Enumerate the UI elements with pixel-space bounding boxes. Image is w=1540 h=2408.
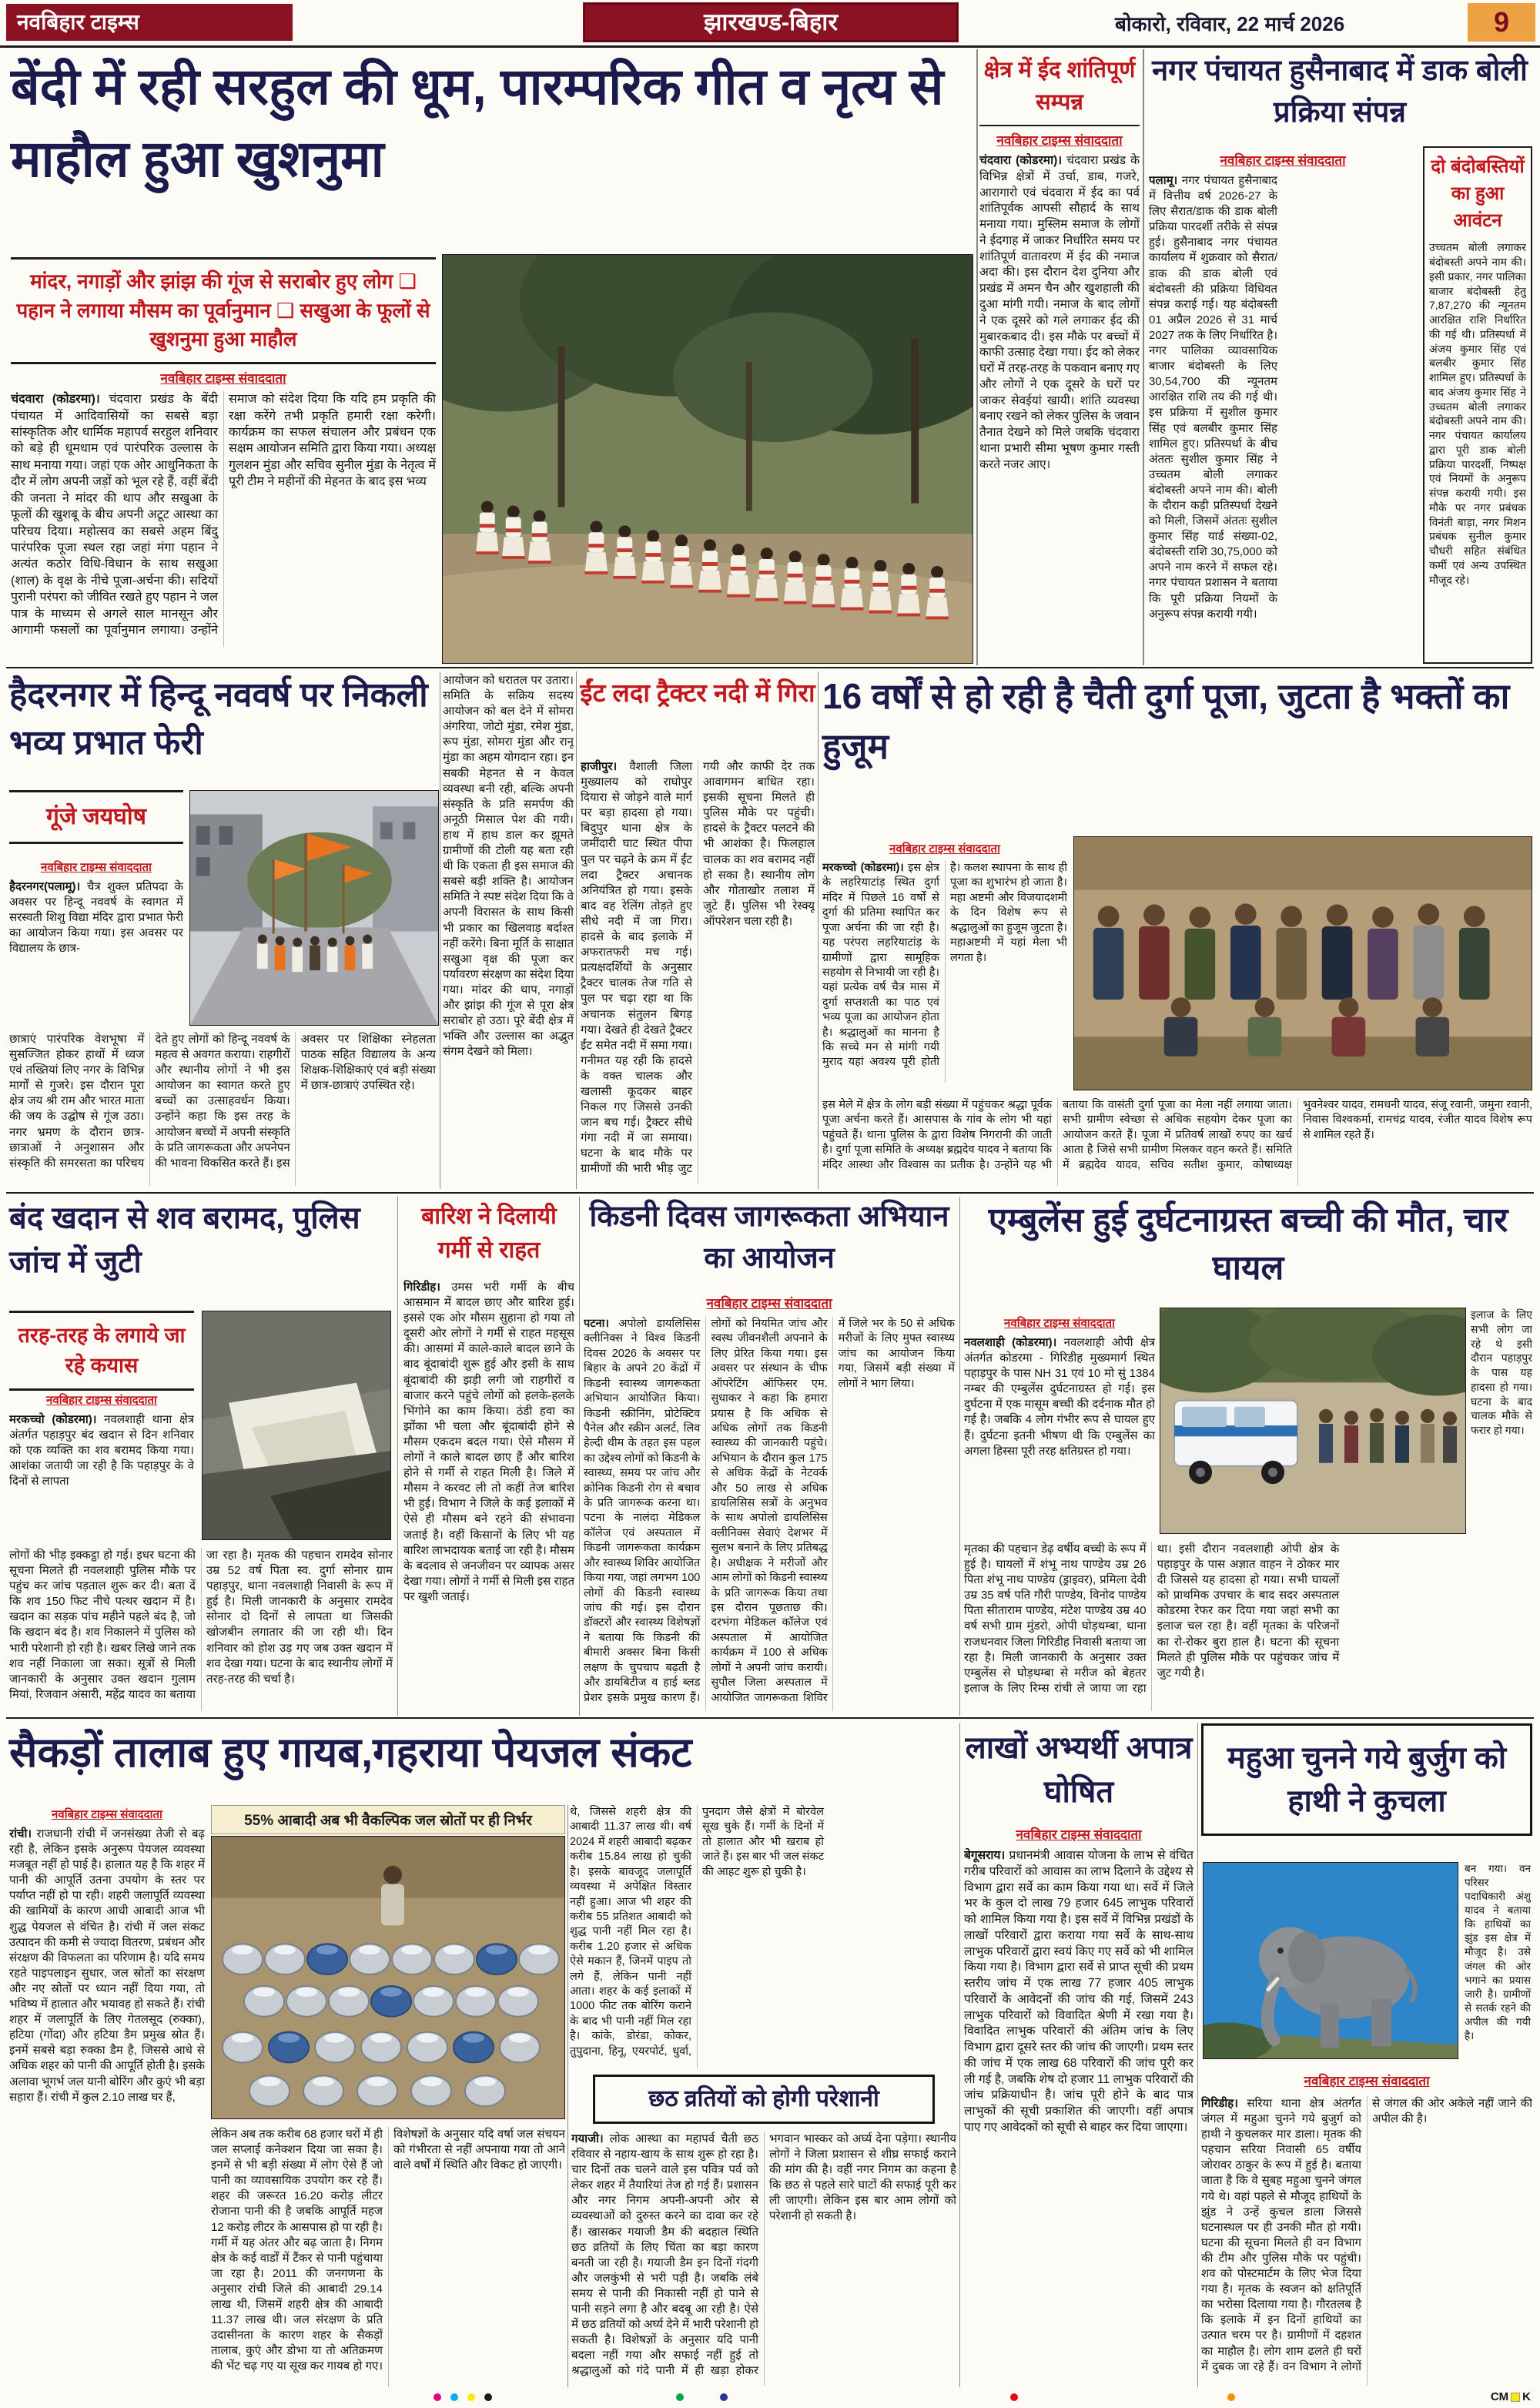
accident-scene-illustration xyxy=(1160,1308,1465,1533)
article-eid xyxy=(979,48,1140,667)
chhath-dateline: गयाजी। xyxy=(571,2132,604,2145)
article-khadan xyxy=(6,1195,396,1716)
khadan-body-top xyxy=(9,1412,194,1536)
khadan-kicker: तरह-तरह के लगाये जा रहे कयास xyxy=(9,1311,194,1391)
sarhul-dateline: चंदवारा (कोडरमा)। xyxy=(11,393,100,407)
registration-dot xyxy=(484,2393,492,2401)
dak-boli-dateline: पलामू। xyxy=(1149,174,1178,187)
article-kidney xyxy=(582,1195,956,1716)
prabhat-kicker: गूंजे जयघोष xyxy=(9,790,183,844)
dak-boli-body-text: नगर पंचायत हुसैनाबाद में वित्तीय वर्ष 2026-27 के लिए सैरात/डाक की डाक बोली प्रक्रिया पारदर्शी तरीके से संपन्न हुई। हुसैनाबाद नगर पंचायत कार्यालय में शुक्रवार को सैरात/डाक की डाक बोली एवं बंदोबस्ती की प्रक्रिया विधिवत संपन्न कराई गई। यह बंदोबस्ती 01 अप्रैल 2026 से 31 मार्च 2027 तक के लिए निर्धारित है। नगर पालिका व्यावसायिक बाजार बंदोबस्ती के लिए 30,54,700 की न्यूनतम आरक्षित राशि तय की गई थी। इस प्रक्रिया में सुशील कुमार सिंह एवं बलबीर कुमार सिंह शामिल हुए। प्रतिस्पर्धा के बीच अंततः सुशील कुमार सिंह ने उच्चतम बोली लगाकर बंदोबस्ती अपने नाम की। बोली के दौरान कड़ी प्रतिस्पर्धा देखने को मिली, जिसमें अंततः सुशील कुमार सिंह यार्ड संख्या-02, बंदोबस्ती राशि 30,75,000 को अपने नाम करने में सफल रहे। नगर पंचायत प्रशासन ने बताया कि पूरी प्रक्रिया नियमों के अनुरूप संपन्न करायी गयी। xyxy=(1149,174,1277,621)
sarhul-body xyxy=(11,391,436,647)
talab-body-left-text: राजधानी रांची में जनसंख्या तेजी से बढ़ रही है, लेकिन इसके अनुरूप पेयजल व्यवस्था मजबूत नहीं हो पाई है। हालात यह है कि शहर में पानी की आपूर्ति उतना उपयोग के स्तर पर पर्याप्त नहीं हो पा रही। शहरी जलापूर्ति व्यवस्था की खामियों के कारण आधी आबादी आज भी शुद्ध पेयजल से वंचित है। रांची में जल संकट उत्पादन की कमी से ज्यादा वितरण, प्रबंधन और संरक्षण की विफलता का परिणाम है। यदि समय रहते पाइपलाइन सुधार, जल स्रोतों का संरक्षण और नए स्रोतों पर ध्यान नहीं दिया गया, तो भविष्य में हालात और भयावह हो सकते हैं। रांची शहर में जलापूर्ति के लिए गेतलसूद (रुक्का), हटिया (गोंदा) और हटिया डैम प्रमुख स्रोत हैं। इनमें सबसे बड़ा रुक्का डैम है, जिससे आधे से अधिक शहर को पानी की आपूर्ति होती है। इसके अलावा भूगर्भ जल यानी बोरिंग और कुएं भी बड़ा सहारा हैं। रांची में कुल 2.10 लाख घर हैं, xyxy=(9,1827,205,2104)
sarhul-headline: बेंदी में रही सरहुल की धूम, पारम्परिक गीत व नृत्य से माहौल हुआ खुशनुमा xyxy=(11,58,944,187)
registration-dot xyxy=(450,2393,458,2401)
eid-byline: नवबिहार टाइम्स संवाददाता xyxy=(996,133,1123,149)
article-tractor xyxy=(579,670,816,1191)
dak-boli-byline: नवबिहार टाइम्स संवाददाता xyxy=(1220,153,1346,168)
page-number: 9 xyxy=(1468,3,1535,42)
talab-dateline: रांची। xyxy=(9,1827,32,1840)
prabhat-byline: नवबिहार टाइम्स संवाददाता xyxy=(41,861,152,874)
divider xyxy=(1143,49,1144,665)
khadan-body-top-text: नवलशाही थाना क्षेत्र अंतर्गत पहाड़पुर बंद खदान से दिन शनिवार को एक व्यक्ति का शव बरामद किया गया। आशंका जतायी जा रही है कि पहाड़पुर के वे दिनों से लापता xyxy=(9,1413,194,1489)
talab-photo xyxy=(211,1836,565,2119)
sarhul-byline: नवबिहार टाइम्स संवाददाता xyxy=(160,371,286,387)
barish-headline: बारिश ने दिलायी गर्मी से राहत xyxy=(421,1204,557,1263)
dak-boli-headline: नगर पंचायत हुसैनाबाद में डाक बोली प्रक्रिया संपन्न xyxy=(1152,55,1528,129)
water-pots-illustration xyxy=(212,1837,564,2118)
prabhat-body-top xyxy=(9,879,183,1018)
masthead: नवबिहार टाइम्स xyxy=(6,4,293,41)
talab-body-right: थे, जिससे शहरी क्षेत्र की आबादी 11.37 लाख थी। वर्ष 2024 में शहरी आबादी बढ़कर करीब 15.84 लाख हो चुकी है। इसके बावजूद जलापूर्ति व्यवस्था में अपेक्षित विस्तार नहीं हुआ। आज भी शहर की करीब 55 प्रतिशत आबादी को शुद्ध पानी नहीं मिल रहा है। करीब 1.20 हजार से अधिक ऐसे मकान हैं, जिनमें पाइप तो लगे हैं, लेकिन पानी नहीं आता। शहर के कई इलाकों में 1000 फीट तक बोरिंग कराने के बाद भी पानी नहीं मिल रहा है। कांके, डोरंडा, कोकर, तुपुदाना, हिनू, एयरपोर्ट, धुर्वा, पुनदाग जैसे क्षेत्रों में बोरवेल सूख चुके हैं। गर्मी के दिनों में तो हालात और भी खराब हो जाते हैं। इस बार भी जल संकट की आहट शुरू हो चुकी है। xyxy=(570,1806,824,2058)
chhath-body xyxy=(571,2132,956,2386)
article-chhath xyxy=(570,2073,958,2390)
durga-body-top xyxy=(822,861,1067,1083)
talab-body-bottom: लेकिन अब तक करीब 68 हजार घरों में ही जल सप्लाई कनेक्शन दिया जा सका है। इनमें से भी बड़ी संख्या में लोग ऐसे हैं जो पानी का व्यावसायिक उपयोग कर रहे हैं। शहर की जरूरत 16.20 करोड़ लीटर रोजाना पानी की है जबकि आपूर्ति महज 12 करोड़ लीटर के आसपास हो पा रही है। गर्मी में यह अंतर और बढ़ जाता है। निगम क्षेत्र के कई वार्डों में टैंकर से पानी पहुंचाया जा रहा है। 2011 की जनगणना के अनुसार रांची जिले की आबादी 29.14 लाख थी, जिसमें शहरी क्षेत्र की आबादी 11.37 लाख थी। जल संरक्षण के प्रति उदासीनता के कारण शहर के सैकड़ों तालाब, कुएं और डोभा या तो अतिक्रमण की भेंट चढ़ गए या सूख कर गायब हो गए। विशेषज्ञों के अनुसार यदि वर्षा जल संचयन को गंभीरता से नहीं अपनाया गया तो आने वाले वर्षों में स्थिति और विकट हो जाएगी। xyxy=(211,2128,565,2373)
allotment-box xyxy=(1423,146,1532,664)
mahua-body xyxy=(1201,2096,1532,2386)
prabhat-dateline: हैदरनगर(पलामू)। xyxy=(9,880,81,893)
registration-k-label: K xyxy=(1522,2390,1531,2403)
registration-dot xyxy=(720,2393,728,2401)
yellow-registration-swatch xyxy=(1511,2393,1520,2402)
allotment-body: उच्चतम बोली लगाकर बंदोबस्ती अपने नाम की। इसी प्रकार, नगर पालिका बाजार बंदोबस्ती हेतु 7,87,270 की न्यूनतम आरक्षित राशि निर्धारित की गई थी। प्रतिस्पर्धा में अंजय कुमार सिंह एवं बलबीर कुमार सिंह शामिल हुए। प्रतिस्पर्धा के बाद अंजय कुमार सिंह ने उच्चतम बोली लगाकर बंदोबस्ती अपने नाम की। नगर पंचायत कार्यालय द्वारा पूरी डाक बोली प्रक्रिया पारदर्शी, निष्पक्ष एवं नियमों के अनुरूप संपन्न करायी गयी। इस मौके पर नगर प्रबंधक विनंती बाड़ा, नगर मिशन प्रबंधक सुनील कुमार चौधरी सहित संबंधित कर्मी एवं अन्य उपस्थित मौजूद रहे। xyxy=(1429,241,1526,586)
group-photo-illustration xyxy=(1074,837,1532,1090)
dak-boli-text-block xyxy=(1149,146,1417,664)
divider xyxy=(959,1197,960,1716)
tractor-body xyxy=(581,759,815,1184)
article-chaiti-durga xyxy=(821,670,1534,1191)
registration-dot xyxy=(1227,2393,1235,2401)
khadan-dateline: मरकच्चो (कोडरमा)। xyxy=(9,1413,97,1426)
divider xyxy=(567,1805,568,2387)
durga-headline: 16 वर्षों से हो रही है चैती दुर्गा पूजा, जुटता है भक्तों का हुजूम xyxy=(822,676,1510,767)
durga-byline: नवबिहार टाइम्स संवाददाता xyxy=(889,842,1000,856)
edition-title: झारखण्ड-बिहार xyxy=(584,3,958,42)
registration-dot xyxy=(434,2393,441,2401)
ambulance-body-left-text: नवलशाही ओपी क्षेत्र अंतर्गत कोडरमा - गिरिडीह मुख्यमार्ग स्थित पहाड़पुर के पास NH 31 एवं 10 मो सुं 1384 नम्बर की एम्बुलेंस दुर्घटनाग्रस्त हो गई। इस दुर्घटना में एक मासूम बच्ची की दर्दनाक मौत हो गई है। जबकि 4 लोग गंभीर रूप से घायल हुए हैं। दुर्घटना इतनी भीषण थी कि एम्बुलेंस का अगला हिस्सा पूरी तरह क्षतिग्रस्त हो गया। xyxy=(964,1336,1155,1458)
allotment-headline: दो बंदोबस्तियों का हुआ आवंटन xyxy=(1431,156,1525,231)
ambulance-dateline: नवलशाही (कोडरमा)। xyxy=(964,1336,1057,1349)
abhyarthi-body xyxy=(964,1848,1194,2384)
sarhul-dancers-illustration xyxy=(443,255,973,663)
mahua-photo-side-text: बन गया। वन परिसर पदाधिकारी अंशु यादव ने बताया कि हाथियों का झुंड इस क्षेत्र में मौजूद है। उसे जंगल की ओर भगाने का प्रयास जारी है। ग्रामीणों से सतर्क रहने की अपील की गयी है। xyxy=(1465,1863,1531,2041)
chhath-body-text: लोक आस्था का महापर्व चैती छठ रविवार से नहाय-खाय के साथ शुरू हो रहा है। चार दिनों तक चलने वाले इस पवित्र पर्व को लेकर शहर में तैयारियां तेज हो गई हैं। प्रशासन और नगर निगम अपनी-अपनी ओर से व्यवस्थाओं को दुरुस्त करने का दावा कर रहे हैं। खासकर गयाजी डैम की बदहाल स्थिति छठ व्रतियों के लिए चिंता का बड़ा कारण बनती जा रही है। गयाजी डैम इन दिनों गंदगी और जलकुंभी से भरी पड़ी है। जबकि लंबे समय से पानी की निकासी नहीं हो पाने से पानी सड़ने लगा है और बदबू आ रही है। ऐसे में छठ व्रतियों को अर्घ्य देने में भारी परेशानी हो सकती है। विशेषज्ञों के अनुसार यदि पानी बदला नहीं गया और सफाई नहीं हुई तो श्रद्धालुओं को गंदे पानी में ही खड़ा होकर भगवान भास्कर को अर्घ्य देना पड़ेगा। स्थानीय लोगों ने जिला प्रशासन से शीघ्र सफाई कराने की मांग की है। वहीं नगर निगम का कहना है कि छठ से पहले सारे घाटों की सफाई पूरी कर ली जाएगी। लेकिन इस बार आम लोगों को परेशानी हो सकती है। xyxy=(571,2132,956,2378)
sarhul-body-side: आयोजन को धरातल पर उतारा। समिति के सक्रिय सदस्य आयोजन को बल देने में सोमरा अंगरिया, जोटो मुंडा, रमेश मुंडा, रूप मुंडा, सोमरा मुंडा और रानू मुंडा का अहम योगदान रहा। इन सबकी मेहनत से न केवल व्यवस्था बनी रही, बल्कि अपनी संस्कृति के प्रति समर्पण की अनूठी मिसाल पेश की गयी। हाथ में हाथ डाल कर झूमते ग्रामीणों की टोली यह बता रही थी कि एकता ही इस समाज की सबसे बड़ी शक्ति है। आयोजन समिति ने स्पष्ट संदेश दिया कि वे अपनी विरासत के साथ किसी भी प्रकार का खिलवाड़ बर्दाश्त नहीं करेंगे। बिना मूर्ति के साक्षात सखुआ वृक्ष की पूजा कर पर्यावरण संरक्षण का संदेश दिया गया। मांदर की थाप, नगाड़ों और झांझ की गूंज से पूरा क्षेत्र सराबोर हो उठा। पूरे बेंदी क्षेत्र में भक्ति और उल्लास का अद्भुत संगम देखने को मिला। xyxy=(443,674,574,1059)
kidney-headline: किडनी दिवस जागरूकता अभियान का आयोजन xyxy=(589,1201,949,1274)
ambulance-body-left xyxy=(964,1335,1155,1528)
mahua-dateline: गिरिडीह। xyxy=(1201,2097,1238,2110)
eid-body xyxy=(979,153,1140,646)
barish-dateline: गिरिडीह। xyxy=(403,1281,440,1294)
divider xyxy=(976,49,978,665)
durga-left-column xyxy=(822,836,1067,1090)
article-mahua xyxy=(1200,1722,1534,2390)
article-prabhat-pheri xyxy=(6,670,439,1191)
talab-body-left xyxy=(9,1827,205,2380)
divider xyxy=(576,671,577,1189)
mahua-byline: नवबिहार टाइम्स संवाददाता xyxy=(1304,2074,1430,2088)
article-barish xyxy=(402,1195,576,1716)
article-sarhul xyxy=(6,48,975,667)
mahua-headline: महुआ चुनने गये बुर्जुग को हाथी ने कुचला xyxy=(1201,1723,1532,1836)
tractor-body-text: वैशाली जिला मुख्यालय को राघोपुर दियारा से जोड़ने वाले मार्ग पर बड़ा हादसा हो गया। बिदुपुर थाना क्षेत्र के जमींदारी घाट स्थित पीपा पुल पर चढ़ने के क्रम में ईंट लदा ट्रैक्टर अचानक अनियंत्रित हो गया। इसके बाद वह रेलिंग तोड़ते हुए सीधे नदी में जा गिरा। हादसे के बाद इलाके में अफरातफरी मच गई। प्रत्यक्षदर्शियों के अनुसार ट्रैक्टर चालक तेज गति से पुल पर चढ़ा रहा था कि अचानक संतुलन बिगड़ गया। देखते ही देखते ट्रैक्टर ईंट समेत नदी में समा गया। गनीमत यह रही कि हादसे के वक्त चालक और खलासी कूदकर बाहर निकल गए जिससे उनकी जान बच गई। ट्रैक्टर सीधे गंगा नदी में जा समाया। घटना के बाद मौके पर ग्रामीणों की भारी भीड़ जुट गयी और काफी देर तक आवागमन बाधित रहा। इसकी सूचना मिलते ही पुलिस मौके पर पहुंची। हादसे के ट्रैक्टर पलटने की भी आशंका है। फिलहाल चालक का शव बरामद नहीं हो सका है। स्थानीय लोग और गोताखोर तलाश में जुटे हैं। पुलिस भी रेस्क्यू ऑपरेशन चला रही है। xyxy=(581,760,815,1176)
divider xyxy=(959,1723,960,2387)
prabhat-headline: हैदरनगर में हिन्दू नववर्ष पर निकली भव्य प्रभात फेरी xyxy=(9,676,428,762)
ambulance-headline: एम्बुलेंस हुई दुर्घटनाग्रस्त बच्ची की मौत, चार घायल xyxy=(988,1201,1508,1288)
registration-mark xyxy=(1491,2390,1531,2403)
elephant-illustration xyxy=(1204,1863,1458,2058)
kidney-dateline: पटना। xyxy=(584,1318,609,1330)
article-ambulance xyxy=(962,1195,1534,1716)
sarhul-subhead: मांदर, नगाड़ों और झांझ की गूंज से सराबोर हुए लोग ❑ पहान ने लगाया मौसम का पूर्वानुमान ❑ सखुआ के फूलों से खुशनुमा हुआ माहौल xyxy=(11,257,436,364)
ambulance-photo xyxy=(1160,1308,1466,1534)
talab-left-column xyxy=(9,1802,205,2387)
article-dak-boli xyxy=(1146,48,1534,667)
ambulance-photo-side-text: इलाज के लिए सभी लोग जा रहे थे इसी दौरान पहाड़पुर के पास यह हादसा हो गया। घटना के बाद चालक मौके से फरार हो गया। xyxy=(1471,1308,1532,1436)
kidney-byline: नवबिहार टाइम्स संवाददाता xyxy=(706,1296,832,1311)
khadan-byline: नवबिहार टाइम्स संवाददाता xyxy=(46,1394,157,1407)
sarhul-left-column xyxy=(11,257,436,664)
kidney-body-text: अपोलो डायलिसिस क्लीनिक्स ने विश्व किडनी दिवस 2026 के अवसर पर बिहार के अपने 20 केंद्रों में किडनी स्वास्थ्य जागरूकता अभियान आयोजित किया। किडनी स्क्रीनिंग, प्रोटेक्टिव पैनेल और स्क्रीन अलर्ट, लिव हेल्दी थीम के तहत इस पहल का उद्देश्य लोगों को किडनी के स्वास्थ्य, समय पर जांच और क्रोनिक किडनी रोग से बचाव के प्रति जागरूक करना था। पटना के नालंदा मेडिकल कॉलेज एवं अस्पताल में किडनी जागरूकता कार्यक्रम और स्वास्थ्य शिविर आयोजित किया गया, जहां लगभग 100 लोगों की किडनी स्वास्थ्य जांच की गई। इस दौरान डॉक्टरों और स्वास्थ्य विशेषज्ञों ने बताया कि किडनी की बीमारी अक्सर बिना किसी लक्षण के चुपचाप बढ़ती है और डायबिटीज व हाई ब्लड प्रेशर इसके प्रमुख कारण हैं। लोगों को नियमित जांच और स्वस्थ जीवनशैली अपनाने के लिए प्रेरित किया गया। इस अवसर पर संस्थान के चीफ ऑपरेटिंग ऑफिसर एम. सुधाकर ने कहा कि हमारा प्रयास है कि अधिक से अधिक लोगों तक किडनी स्वास्थ्य की जानकारी पहुंचे। अभियान के दौरान कुल 175 से अधिक केंद्रों के नेटवर्क और 50 लाख से अधिक डायलिसिस सत्रों के अनुभव के साथ अपोलो डायलिसिस क्लीनिक्स सेवाएं देशभर में सुलभ बनाने के लिए प्रतिबद्ध है। अधीक्षक ने मरीजों और आम लोगों को किडनी स्वास्थ्य के प्रति जागरूक किया तथा इस दौरान पूछताछ की। दरभंगा मेडिकल कॉलेज एवं अस्पताल में आयोजित कार्यक्रम में 100 से अधिक लोगों ने अपनी जांच करायी। सुपौल जिला अस्पताल में आयोजित जागरूकता शिविर में जिले भर के 50 से अधिक मरीजों के लिए मुफ्त स्वास्थ्य जांच का आयोजन किया गया, जिसमें बड़ी संख्या में लोगों ने भाग लिया। xyxy=(584,1318,955,1704)
divider xyxy=(1197,1723,1198,2387)
prabhat-photo xyxy=(189,790,439,1026)
row-c-rule xyxy=(6,1192,1534,1194)
dak-boli-body xyxy=(1149,173,1417,658)
registration-dot xyxy=(467,2393,475,2401)
khadan-headline: बंद खदान से शव बरामद, पुलिस जांच में जुटी xyxy=(9,1201,360,1279)
abhyarthi-byline: नवबिहार टाइम्स संवाददाता xyxy=(1016,1827,1142,1842)
eid-dateline: चंदवारा (कोडरमा)। xyxy=(979,154,1063,168)
article-sarhul-continuation xyxy=(443,670,574,1191)
divider xyxy=(818,671,819,1189)
talab-photo-caption: 55% आबादी अब भी वैकल्पिक जल स्रोतों पर ही निर्भर xyxy=(211,1805,565,1834)
ambulance-byline: नवबिहार टाइम्स संवाददाता xyxy=(1004,1317,1115,1330)
talab-headline: सैकड़ों तालाब हुए गायब,गहराया पेयजल संकट xyxy=(9,1730,692,1776)
sarhul-photo xyxy=(442,254,973,664)
mine-stone-illustration xyxy=(203,1311,390,1539)
kidney-body xyxy=(584,1317,955,1711)
khadan-left-column xyxy=(9,1388,194,1542)
row-b-rule xyxy=(6,667,1534,668)
mahua-body-text: सरिया थाना क्षेत्र अंतर्गत जंगल में महुआ चुनने गये बुजुर्ग को हाथी ने कुचलकर मार डाला। मृतक की पहचान सरिया निवासी 65 वर्षीय जोरावर ठाकुर के रूप में हुई है। बताया जाता है कि वे सुबह महुआ चुनने जंगल गये थे। वहां पहले से मौजूद हाथियों के झुंड ने उन्हें कुचल डाला जिससे घटनास्थल पर ही उनकी मौत हो गयी। घटना की सूचना मिलते ही वन विभाग की टीम और पुलिस मौके पर पहुंची। शव को पोस्टमार्टम के लिए भेज दिया गया है। मृतक के स्वजन को क्षतिपूर्ति का भरोसा दिलाया गया है। गौरतलब है कि इलाके में इन दिनों हाथियों का उत्पात चरम पर है। ग्रामीणों में दहशत का माहौल है। लोग शाम ढलते ही घरों में दुबक जा रहे हैं। वन विभाग ने लोगों से जंगल की ओर अकेले नहीं जाने की अपील की है। xyxy=(1201,2097,1532,2373)
ambulance-left-column xyxy=(964,1311,1155,1536)
barish-body-text: उमस भरी गर्मी के बीच आसमान में बादल छाए और बारिश हुई। इससे एक ओर मौसम सुहाना हो गया तो दूसरी ओर लोगों ने गर्मी से राहत महसूस की। आसमां में काले-काले बादल छाने के बाद बूंदाबांदी शुरू हुई और इसी के साथ बूंदाबांदी की झड़ी लगी जो राहगीरों व बाजार करने पहुंचे लोगों को हलके-हलके भिंगोने का काम किया। ठंडी हवा का झोंका भी चला और बूंदाबांदी होने से मौसम एकदम बदल गया। ऐसे मौसम में लोगों ने काले बादल छाए हैं और बारिश होने से गर्मी से राहत मिली है। जिले में मौसम ने करवट ली तो कहीं तेज बारिश भी हुई। विभाग ने जिले के कई इलाकों में ऐसे ही मौसम बने रहने की संभावना जताई है। वहीं किसानों के लिए भी यह बारिश लाभदायक बताई जा रही है। मौसम के बदलाव से जनजीवन पर व्यापक असर देखा गया। लोगों ने गर्मी से मिली इस राहत पर खुशी जताई। xyxy=(403,1281,574,1603)
prabhat-body-bottom: छात्राएं पारंपरिक वेशभूषा में सुसज्जित होकर हाथों में ध्वज एवं तख्तियां लिए नगर के विभिन्न मार्गों से गुजरे। इस दौरान पूरा क्षेत्र जय श्री राम और भारत माता की जय के उद्घोष से गूंज उठा। नगर भ्रमण के दौरान छात्र-छात्राओं ने अनुशासन और संस्कृति की समरसता का परिचय देते हुए लोगों को हिन्दू नववर्ष के महत्व से अवगत कराया। राहगीरों और स्थानीय लोगों ने भी इस आयोजन का स्वागत करते हुए बच्चों का उत्साहवर्धन किया। उन्होंने कहा कि इस तरह के आयोजन बच्चों में अपनी संस्कृति के प्रति जागरूकता और अपनेपन की भावना विकसित करते हैं। इस अवसर पर शिक्षिका स्नेहलता पाठक सहित विद्यालय के अन्य शिक्षक-शिक्षिकाएं एवं बड़ी संख्या में छात्र-छात्राएं उपस्थित रहे। xyxy=(9,1033,436,1170)
durga-photo xyxy=(1073,836,1532,1090)
eid-headline: क्षेत्र में ईद शांतिपूर्ण सम्पन्न xyxy=(979,54,1140,126)
registration-dot xyxy=(1010,2393,1018,2401)
date-place: बोकारो, रविवार, 22 मार्च 2026 xyxy=(1115,12,1345,35)
prabhat-body-top-text: चैत्र शुक्ल प्रतिपदा के अवसर पर हिन्दू नववर्ष के स्वागत में सरस्वती शिशु विद्या मंदिर द्वारा प्रभात फेरी का आयोजन किया गया। इस अवसर पर विद्यालय के छात्र- xyxy=(9,880,183,956)
ambulance-body-bottom: मृतका की पहचान डेढ़ वर्षीय बच्ची के रूप में हुई है। घायलों में शंभू नाथ पाण्डेय उम्र 26 पिता शंभू नाथ पाण्डेय (ड्राइवर), प्रमिला देवी उम्र 35 वर्ष पति गौरी पाण्डेय, विनोद पाण्डेय पिता सीताराम पाण्डेय, मंटेश पाण्डेय उम्र 40 वर्ष सभी ग्राम मुंडरो, ओपी घोड़थम्बा, थाना राजधनवार जिला गिरिडीह निवासी बताया जा रहा है। मिली जानकारी के अनुसार उक्त एम्बुलेंस से घोड़थम्बा से मरीज को बेहतर इलाज के लिए रिम्स रांची ले जाया जा रहा था। इसी दौरान नवलशाही ओपी क्षेत्र के पहाड़पुर के पास अज्ञात वाहन ने ठोकर मार दी जिससे यह हादसा हो गया। सभी घायलों को प्राथमिक उपचार के बाद सदर अस्पताल कोडरमा रेफर कर दिया गया जहां सभी का इलाज चल रहा है। वहीं मृतका के परिजनों का रो-रोकर बुरा हाल है। घटना की सूचना मिलते ही पुलिस मौके पर पहुंचकर जांच में जुट गयी है। xyxy=(964,1542,1340,1695)
chhath-headline: छठ व्रतियों को होगी परेशानी xyxy=(593,2075,935,2124)
abhyarthi-body-text: प्रधानमंत्री आवास योजना के लाभ से वंचित गरीब परिवारों को आवास का लाभ दिलाने के उद्देश्य से विभाग द्वारा सर्वे का काम किया गया था। सर्वे में जिले भर के कुल दो लाख 79 हजार 645 लाभुक परिवारों को शामिल किया गया है। इस सर्वे में विभिन्न प्रखंडों के लाखों परिवारों द्वारा कराया गया सर्वे के साथ-साथ लाभुक परिवारों द्वारा स्वयं किए गए सर्वे को भी शामिल किया गया है। विभाग द्वारा सर्वे से प्राप्त सूची की प्रथम स्तरीय जांच में एक लाख 77 हजार 405 लाभुक परिवारों के आवेदनों की जांच की गई, जिसमें 243 लाभुक परिवारों को विवादित श्रेणी में रखा गया है। विवादित लाभुक परिवारों की अंतिम जांच के लिए विभाग द्वारा दूसरे स्तर की जांच की जाएगी। प्रथम स्तर की जांच में एक लाख 68 परिवारों की जांच पूरी कर ली गई है, जबकि शेष दो हजार 11 लाभुक परिवारों की जांच प्रक्रियाधीन है। जांच पूरी होने के बाद पात्र लाभुकों की सूची प्रकाशित की जाएगी। वहीं अपात्र पाए गए आवेदकों को सूची से बाहर कर दिया जाएगा। xyxy=(964,1849,1194,2135)
eid-body-text: चंदवारा प्रखंड के विभिन्न क्षेत्रों में उर्चा, डाब, गजरे, आरागारो एवं चंदवारा में ईद का पर्व शांतिपूर्वक आपसी सौहार्द के साथ मनाया गया। मुस्लिम समाज के लोगों ने ईदगाह में जाकर निर्धारित समय पर शांतिपूर्ण वातावरण में ईद की नमाज अदा की। इस दौरान देश दुनिया और प्रखंड में अमन चैन और खुशहाली की दुआ मांगी गयी। नमाज के बाद लोगों ने एक दूसरे को गले लगाकर ईद की मुबारकबाद दी। इस मौके पर बच्चों में काफी उत्साह देखा गया। ईद को लेकर घरों में तरह-तरह के पकवान बनाए गए और लोगों ने एक दूसरे के घरों पर जाकर सेवईयां खायी। शांति व्यवस्था बनाए रखने को लेकर पुलिस के जवान तैनात देखने को मिले जबकि चंदवारा थाना प्रभारी सीमा भूषण कुमार गस्ती करते नजर आए। xyxy=(979,154,1140,471)
divider xyxy=(397,1197,398,1716)
barish-body xyxy=(403,1280,574,1711)
registration-dot xyxy=(676,2393,684,2401)
row-d-rule xyxy=(6,1717,1534,1719)
khadan-photo xyxy=(202,1311,391,1540)
abhyarthi-headline: लाखों अभ्यर्थी अपात्र घोषित xyxy=(965,1731,1193,1809)
talab-byline: नवबिहार टाइम्स संवाददाता xyxy=(52,1808,162,1821)
tractor-headline: ईंट लदा ट्रैक्टर नदी में गिरा xyxy=(580,678,815,707)
registration-cm-label: CM xyxy=(1490,2390,1509,2403)
mahua-photo xyxy=(1203,1862,1458,2059)
durga-dateline: मरकच्चो (कोडरमा)। xyxy=(822,862,904,874)
sarhul-body-text: चंदवारा प्रखंड के बेंदी पंचायत में आदिवासियों का सबसे बड़ा सांस्कृतिक और धार्मिक महापर्व सरहुल शनिवार को बड़े ही धूमधाम एवं पारंपरिक उल्लास के साथ मनाया गया। जहां एक ओर आधुनिकता के दौर में लोग अपनी जड़ों को भूल रहे हैं, वहीं बेंदी की जनता ने मांदर की थाप और सखुआ के फूलों की खुशबू के बीच अपनी अटूट आस्था का परिचय दिया। महोत्सव का सबसे अहम बिंदु पारंपरिक पूजा स्थल रहा जहां मंगा पहान ने अत्यंत कठोर विधि-विधान के साथ सखुआ (शाल) के वृक्ष के नीचे पूजा-अर्चना की। सदियों पुरानी परंपरा को जीवित रखते हुए पहान ने जल पात्र के माध्यम से अगले साल मानसून और आगामी फसलों का पूर्वानुमान लगाया। उन्होंने समाज को संदेश दिया कि यदि हम प्रकृति की रक्षा करेंगे तभी प्रकृति हमारी रक्षा करेगी। कार्यक्रम का सफल संचालन और प्रबंधन एक सक्षम आयोजन समिति द्वारा किया गया। अध्यक्ष गुलशन मुंडा और सचिव सुनील मुंडा के नेतृत्व में पूरी टीम ने महीनों की मेहनत के बाद इस भव्य xyxy=(11,393,436,638)
print-registration-footer xyxy=(0,2387,1540,2408)
durga-body-bottom: इस मेले में क्षेत्र के लोग बड़ी संख्या में पहुंचकर श्रद्धा पूर्वक पूजा अर्चना करते हैं। आसपास के गांव के लोग भी यहां पहुंचते हैं। थाना पुलिस के द्वारा विशेष निगरानी की जाती है। दुर्गा पूजा समिति के अध्यक्ष ब्रह्मदेव यादव ने बताया कि मंदिर आस्था और विश्वास का प्रतीक है। उन्होंने यह भी बताया कि वासंती दुर्गा पूजा का मेला नहीं लगाया जाता। सभी ग्रामीण स्वेच्छा से अधिक सहयोग देकर पूजा का आयोजन करते हैं। पूजा में प्रतिवर्ष लाखों रुपए का खर्च आता है जिसे सभी ग्रामीण मिलकर वहन करते हैं। समिति में ब्रह्मदेव यादव, सचिव सतीश कुमार, कोषाध्यक्ष भुवनेश्वर यादव, रामधनी यादव, संजू रवानी, जमुना रवानी, निवास विश्वकर्मा, रामचंद्र यादव, रंजीत यादव विशेष रूप से शामिल रहते हैं। xyxy=(822,1099,1532,1171)
divider xyxy=(579,1197,580,1716)
prabhat-left-column xyxy=(9,855,183,1026)
durga-body-top-text: इस क्षेत्र के लहरियाटांड़ स्थित दुर्गा मंदिर में पिछले 16 वर्षों से दुर्गा की प्रतिमा स्थापित कर पूजा अर्चना की जा रही है। यह परंपरा लहरियाटांड़ के ग्रामीणों द्वारा सामूहिक सहयोग से निभायी जा रही है। यहां प्रत्येक वर्ष चैत्र मास में दुर्गा सप्तशती का पाठ एवं भव्य पूजा का आयोजन होता है। श्रद्धालुओं का मानना है कि सच्चे मन से मांगी गयी मुराद यहां अवश्य पूरी होती है। कलश स्थापना के साथ ही पूजा का शुभारंभ हो जाता है। महा अष्टमी और विजयादशमी के दिन विशेष रूप से श्रद्धालुओं का हुजूम जुटता है। महाअष्टमी में यहां मेला भी लगता है। xyxy=(822,862,1067,1069)
tractor-dateline: हाजीपुर। xyxy=(581,760,618,773)
khadan-body-bottom: लोगों की भीड़ इक्कट्ठा हो गई। इधर घटना की सूचना मिलते ही नवलशाही पुलिस मौके पर पहुंच कर जांच पड़ताल शुरू कर दी। बता दें कि शव 150 फिट नीचे पत्थर खदान में है। खदान का सड़क पांच महीने पहले बंद है, जो कि खदान बंद है। शव निकालने में पुलिस को भारी परेशानी हो रही है। खबर लिखे जाने तक शव नहीं निकाला जा सका। सूत्रों से मिली जानकारी के अनुसार उक्त खदान गुलाम मियां, रिजवान अंसारी, महेंद्र यादव का बताया जा रहा है। मृतक की पहचान रामदेव सोनार उम्र 52 वर्ष पिता स्व. दुर्गा सोनार ग्राम पहाड़पुर, थाना नवलशाही निवासी के रूप में हुई है। मिली जानकारी के अनुसार रामदेव सोनार दो दिनों से लापता था जिसकी खोजबीन लगातार की जा रही थी। दिन शनिवार को होश उड़ गए जब उक्त खदान में शव देखा गया। घटना के बाद स्थानीय लोगों में तरह-तरह की चर्चा है। xyxy=(9,1549,393,1701)
article-abhyarthi xyxy=(962,1722,1195,2390)
abhyarthi-dateline: बेगूसराय। xyxy=(964,1849,1006,1862)
procession-illustration xyxy=(190,791,438,1025)
